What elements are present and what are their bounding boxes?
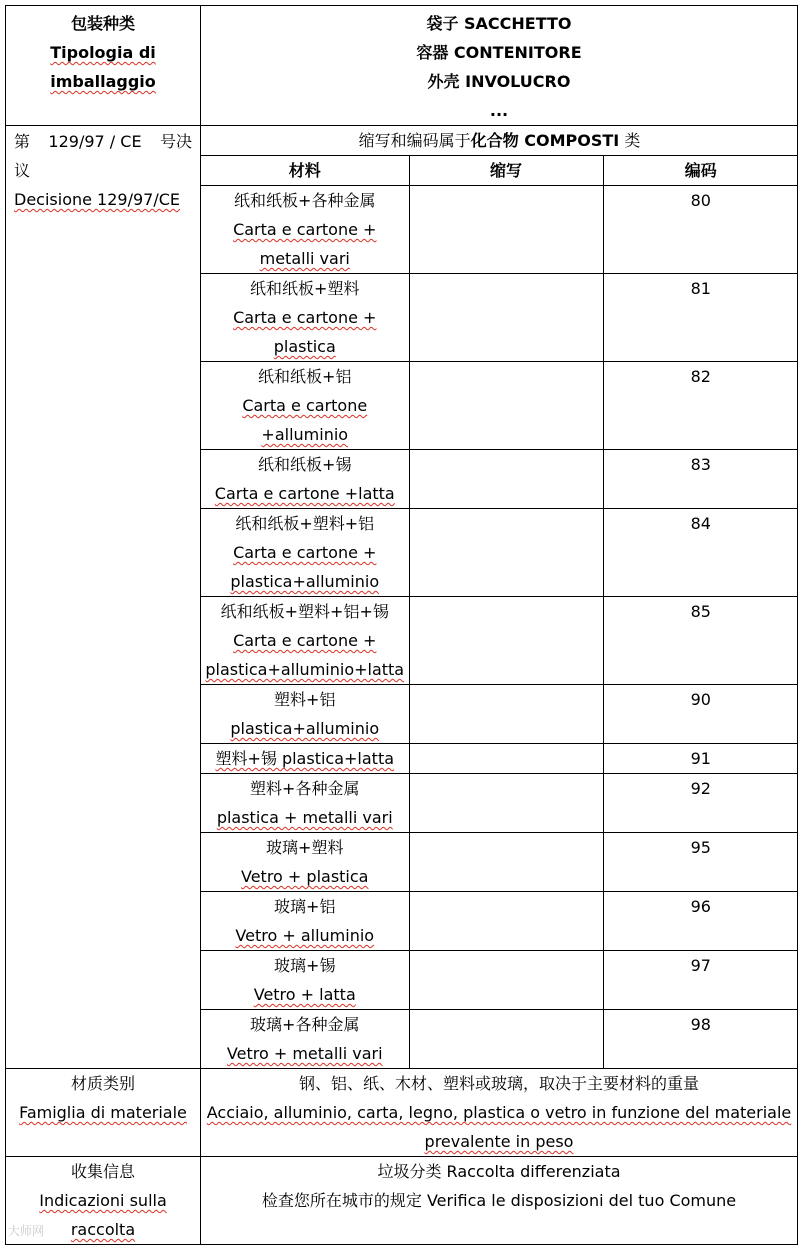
material-name: 纸和纸板+锡 bbox=[258, 455, 352, 474]
material-family-zh-text: 钢、铝、纸、木材、塑料或玻璃，取决于主要材料的重量 bbox=[298, 1074, 699, 1093]
material-name-it: +alluminio bbox=[261, 425, 349, 444]
material-family-it-text-2: prevalente in peso bbox=[424, 1132, 574, 1151]
column-header-abbreviation: 缩写 bbox=[409, 156, 603, 186]
composite-material-row bbox=[201, 362, 798, 450]
collection-zh: 收集信息 bbox=[70, 1162, 135, 1181]
watermark-logo: 大师网 bbox=[8, 1224, 45, 1238]
code-cell: 81 bbox=[603, 274, 798, 362]
composite-material-row bbox=[201, 951, 798, 1010]
material-family-value bbox=[201, 1069, 798, 1157]
code-cell: 80 bbox=[603, 186, 798, 274]
composite-material-row bbox=[201, 892, 798, 951]
material-name-it: Carta e cartone + bbox=[233, 631, 377, 650]
material-family-it-text: Acciaio, alluminio, carta, legno, plastica o vetro in funzione del materiale bbox=[206, 1103, 792, 1122]
composite-caption bbox=[201, 126, 798, 156]
material-name: 玻璃+锡 bbox=[274, 956, 336, 975]
header-involucro: 外壳 INVOLUCRO bbox=[427, 72, 571, 91]
material-cell bbox=[201, 951, 409, 1010]
material-name-it: Carta e cartone bbox=[242, 396, 368, 415]
material-name: 纸和纸板+铝 bbox=[258, 367, 352, 386]
abbreviation-cell bbox=[409, 744, 603, 774]
composite-material-row bbox=[201, 744, 798, 774]
material-cell bbox=[201, 774, 409, 833]
code-cell: 98 bbox=[603, 1010, 798, 1069]
material-name: 玻璃+铝 bbox=[274, 897, 336, 916]
abbreviation-cell bbox=[409, 274, 603, 362]
decision-number: 129/97 / CE bbox=[48, 132, 142, 151]
composite-material-row bbox=[201, 685, 798, 744]
abbreviation-cell bbox=[409, 951, 603, 1010]
material-cell bbox=[201, 685, 409, 744]
decision-cell bbox=[6, 126, 201, 1069]
code-cell: 91 bbox=[603, 744, 798, 774]
material-name-it: Vetro + latta bbox=[253, 985, 356, 1004]
collection-check-rules: 检查您所在城市的规定 Verifica le disposizioni del tuo Comune bbox=[261, 1191, 737, 1210]
code-cell: 90 bbox=[603, 685, 798, 744]
collection-sorting: 垃圾分类 Raccolta differenziata bbox=[377, 1162, 621, 1181]
material-cell bbox=[201, 1010, 409, 1069]
abbreviation-cell bbox=[409, 509, 603, 597]
material-name: 玻璃+各种金属 bbox=[250, 1015, 360, 1034]
code-cell: 92 bbox=[603, 774, 798, 833]
material-cell bbox=[201, 450, 409, 509]
material-name-it: Vetro + metalli vari bbox=[226, 1044, 383, 1063]
decision-line-3: Decisione 129/97/CE bbox=[14, 190, 181, 209]
code-cell: 96 bbox=[603, 892, 798, 951]
header-contenitore: 容器 CONTENITORE bbox=[416, 43, 582, 62]
header-ellipsis: ... bbox=[489, 101, 509, 120]
material-name-it: Vetro + alluminio bbox=[235, 926, 375, 945]
material-cell bbox=[201, 274, 409, 362]
composite-cell bbox=[201, 126, 798, 1069]
caption-prefix: 缩写和编码属于 bbox=[358, 131, 471, 150]
column-header-code: 编码 bbox=[603, 156, 798, 186]
composite-material-row bbox=[201, 774, 798, 833]
material-cell bbox=[201, 186, 409, 274]
abbreviation-cell bbox=[409, 833, 603, 892]
material-name-it: metalli vari bbox=[259, 249, 350, 268]
abbreviation-cell bbox=[409, 892, 603, 951]
material-cell bbox=[201, 892, 409, 951]
abbreviation-cell bbox=[409, 186, 603, 274]
material-name-it: plastica+alluminio bbox=[230, 572, 380, 591]
composite-material-row bbox=[201, 1010, 798, 1069]
composite-material-row bbox=[201, 597, 798, 685]
code-cell: 85 bbox=[603, 597, 798, 685]
material-family-it: Famiglia di materiale bbox=[19, 1103, 187, 1122]
material-cell bbox=[201, 597, 409, 685]
code-cell: 83 bbox=[603, 450, 798, 509]
decision-word-hao: 号决 bbox=[159, 132, 192, 151]
material-name: 纸和纸板+塑料+铝 bbox=[235, 514, 375, 533]
material-name: 纸和纸板+塑料 bbox=[250, 279, 360, 298]
abbreviation-cell bbox=[409, 450, 603, 509]
material-name-it: Carta e cartone + bbox=[233, 220, 377, 239]
material-name-it: Vetro + plastica bbox=[241, 867, 369, 886]
material-name: 塑料+各种金属 bbox=[250, 779, 360, 798]
material-name-it: plastica bbox=[273, 337, 336, 356]
code-cell: 84 bbox=[603, 509, 798, 597]
material-family-zh: 材质类别 bbox=[70, 1074, 135, 1093]
collection-it-2: raccolta bbox=[70, 1220, 136, 1239]
abbreviation-cell bbox=[409, 362, 603, 450]
material-name: 纸和纸板+各种金属 bbox=[234, 191, 376, 210]
material-name-it: Carta e cartone +latta bbox=[214, 484, 395, 503]
collection-value bbox=[201, 1157, 798, 1245]
decision-word-di: 第 bbox=[14, 132, 31, 151]
material-name: 玻璃+塑料 bbox=[266, 838, 344, 857]
caption-bold: 化合物 COMPOSTI bbox=[470, 131, 620, 150]
material-cell bbox=[201, 509, 409, 597]
decision-line-2: 议 bbox=[14, 161, 31, 180]
decision-line-1 bbox=[14, 127, 192, 156]
header-row bbox=[6, 6, 798, 126]
material-family-row bbox=[6, 1069, 798, 1157]
material-family-label bbox=[6, 1069, 201, 1157]
abbreviation-cell bbox=[409, 597, 603, 685]
abbreviation-cell bbox=[409, 774, 603, 833]
material-name-it: Carta e cartone + bbox=[233, 308, 377, 327]
composite-material-row bbox=[201, 274, 798, 362]
material-name-it: plastica+alluminio+latta bbox=[205, 660, 405, 679]
composite-row bbox=[6, 126, 798, 1069]
material-name-it: plastica + metalli vari bbox=[216, 808, 393, 827]
material-name-it: plastica+alluminio bbox=[230, 719, 380, 738]
composite-caption-row bbox=[201, 126, 798, 156]
header-sacchetto: 袋子 SACCHETTO bbox=[426, 14, 572, 33]
composite-codes-table bbox=[201, 126, 798, 1068]
collection-it-1: Indicazioni sulla bbox=[39, 1191, 167, 1210]
code-cell: 97 bbox=[603, 951, 798, 1010]
material-name: 塑料+铝 bbox=[274, 690, 336, 709]
material-cell bbox=[201, 833, 409, 892]
material-cell bbox=[201, 362, 409, 450]
composite-column-headers bbox=[201, 156, 798, 186]
collection-row bbox=[6, 1157, 798, 1245]
header-packaging-kinds bbox=[201, 6, 798, 126]
material-cell bbox=[201, 744, 409, 774]
abbreviation-cell bbox=[409, 1010, 603, 1069]
header-left-it-2: imballaggio bbox=[50, 72, 156, 91]
column-header-material: 材料 bbox=[201, 156, 409, 186]
composite-material-row bbox=[201, 833, 798, 892]
caption-suffix: 类 bbox=[619, 131, 641, 150]
composite-material-row bbox=[201, 186, 798, 274]
header-left-zh: 包装种类 bbox=[70, 14, 135, 33]
composite-material-row bbox=[201, 509, 798, 597]
code-cell: 95 bbox=[603, 833, 798, 892]
packaging-info-table bbox=[5, 5, 798, 1245]
header-packaging-type bbox=[6, 6, 201, 126]
material-name: 塑料+锡 plastica+latta bbox=[215, 749, 395, 768]
composite-material-row bbox=[201, 450, 798, 509]
material-name: 纸和纸板+塑料+铝+锡 bbox=[220, 602, 389, 621]
abbreviation-cell bbox=[409, 685, 603, 744]
material-name-it: Carta e cartone + bbox=[233, 543, 377, 562]
header-left-it-1: Tipologia di bbox=[50, 43, 156, 62]
code-cell: 82 bbox=[603, 362, 798, 450]
